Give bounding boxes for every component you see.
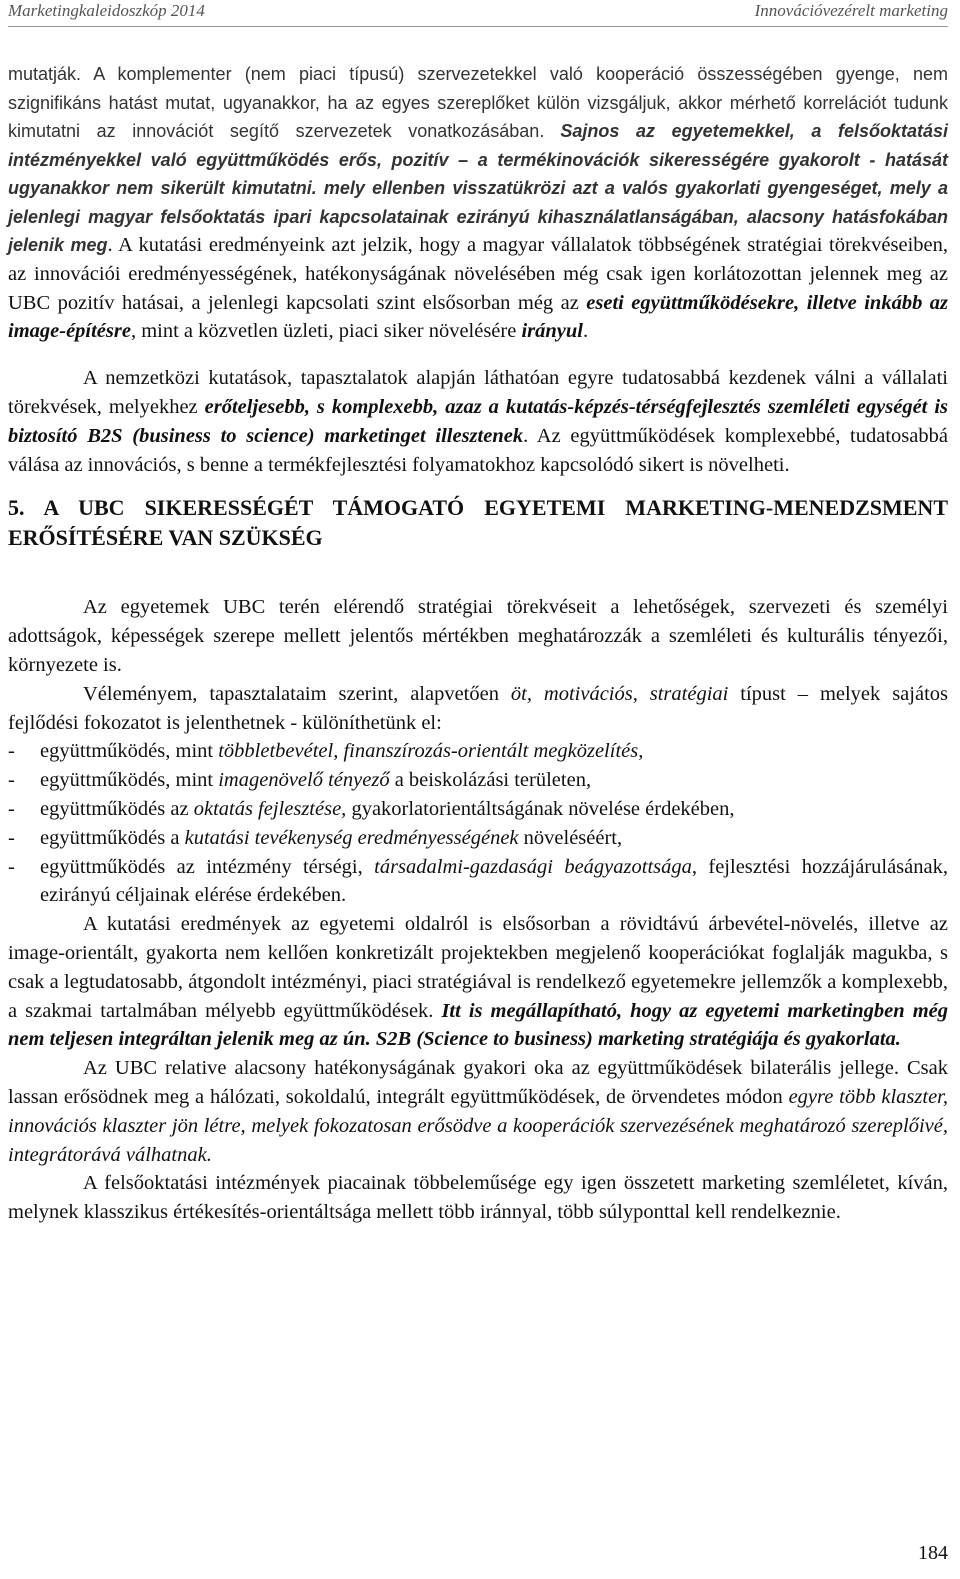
paragraph-2-emphasis: erőteljesebb, s komplexebb, azaz a kutatás-képzés-térségfejlesztés szemléleti egységét is biztosító B2S (business to science) marketinget illesztenek [8,395,948,447]
paragraph-7: A felsőoktatási intézmények piacainak többeleműsége egy igen összetett marketing szemléletet, kíván, melynek klasszikus értékesítés-orientáltsága mellett több iránnyal, több súlyponttal kell rendelkeznie. [8,1172,948,1224]
list-item-italic: többletbevétel, finanszírozás-orientált megközelítés, [218,740,644,763]
paragraph-4 [8,680,948,738]
bullet-dash: - [8,769,15,792]
list-item-end: növeléséért, [518,826,623,849]
paragraph-5-plain: A kutatási eredmények az egyetemi oldalról is elsősorban a rövidtávú árbevétel-növelés, illetve az image-orientált, gyakorta nem kellően konkretizált projektekben megjelenő kooperációkat foglalják magukba, s csak a legtudatosabb, átgondolt intézményi, piaci stratégiával is rendelkező egyetemekre jellemzők a komplexebb, a szakmai tartalmában mélyebb együttműködések. [8,913,948,1022]
paragraph-1-plain: mutatják. A komplementer (nem piaci típusú) szervezetekkel való kooperáció összességében gyenge, nem szignifikáns hatást mutat, ugyanakkor, ha az egyes szereplőket külön vizsgáljuk, akkor mérhető korrelációt tudunk kimutatni az innovációt segítő szervezetek vonatkozásában. [8,64,948,141]
paragraph-4-plain: Véleményem, tapasztalataim szerint, alapvetően [83,682,511,705]
header-left-title: Marketingkaleidoszkóp 2014 [8,1,205,20]
list-item-italic: kutatási tevékenység eredményességének [184,826,519,849]
list-item-text: együttműködés, mint [40,740,219,763]
list-item [8,795,948,824]
list-item-end: gyakorlatorientáltságának növelése érdekében, [346,797,735,820]
paragraph-2-plain: A nemzetközi kutatások, tapasztalatok alapján láthatóan egyre tudatosabbá kezdenek válni a vállalati törekvések, melyekhez [8,367,948,418]
list-item-italic: társadalmi-gazdasági beágyazottsága [374,855,692,878]
bullet-dash: - [8,740,15,763]
paragraph-1-continued: . A kutatási eredményeink azt jelzik, hogy a magyar vállalatok többségének stratégiai törekvéseiben, az innovációi eredményességének, hatékonyságának növelésében még csak igen korlátozottan jelennek meg az UBC pozitív hatásai, a jelenlegi kapcsolati szint elsősorban még az [8,234,949,314]
header-divider [8,26,948,27]
list-item-italic: imagenövelő tényező [218,769,390,792]
running-header [8,0,948,26]
bullet-dash: - [8,797,15,820]
header-right-title: Innovációvezérelt marketing [754,1,948,20]
list-item [8,824,948,853]
page-number: 184 [918,1542,948,1564]
paragraph-1-emphasis: Sajnos az egyetemekkel, a felsőoktatási intézményekkel való együttműködés erős, pozitív – a termékinovációk sikerességére gyakorolt - hatását ugyanakkor nem sikerült kimutatni. mely ellenben visszatükrözi azt a valós gyakorlati gyengeséget, mely a jelenlegi magyar felsőoktatás ipari kapcsolatainak ezirányú kihasználatlanságában, alacsony hatásfokában jelenik meg [8,121,948,255]
paragraph-1-emphasis-3: irányul [521,320,583,343]
list-item [8,853,948,911]
paragraph-5-emphasis: Itt is megállapítható, hogy az egyetemi marketingben még nem teljesen integráltan jelenik meg az ún. S2B (Science to business) marketing stratégiája és gyakorlata. [8,999,948,1051]
document-body [8,60,948,1227]
paragraph-6-italic: egyre több klaszter, innovációs klaszter jön létre, melyek fokozatosan erősödve a kooperációk szervezésének meghatározó szereplőivé, integrátorává válhatnak. [8,1085,949,1166]
paragraph-5 [8,910,948,1054]
paragraph-4-italic: öt, motivációs, stratégiai [510,682,729,705]
bullet-dash: - [8,826,15,849]
list-item-end: , fejlesztési hozzájárulásának, ezirányú céljainak elérése érdekében. [40,855,948,907]
list-item [8,766,948,795]
paragraph-2 [8,364,948,479]
list-item-italic: oktatás fejlesztése, [193,797,347,820]
bullet-list [8,737,948,910]
paragraph-1-end: . [583,320,589,343]
list-item-text: együttműködés a [40,826,185,849]
list-item-text: együttműködés az intézmény térségi, [40,855,375,878]
paragraph-2-end: . Az együttműködések komplexebbé, tudatosabbá válása az innovációs, s benne a termékfejlesztési folyamatokhoz kapcsolódó sikert is növelheti. [8,424,948,476]
paragraph-1-continued-2: , mint a közvetlen üzleti, piaci siker növelésére [130,320,522,343]
list-item [8,737,948,766]
list-item-text: együttműködés, mint [40,769,219,792]
paragraph-1-emphasis-2: eseti együttműködésekre, illetve inkább az image-építésre [8,291,949,343]
paragraph-6-plain: Az UBC relative alacsony hatékonyságának gyakori oka az együttműködések bilaterális jellege. Csak lassan erősödnek meg a hálózati, sokoldalú, integrált együttműködések, de örvendetes módon [8,1057,948,1108]
paragraph-1 [8,60,948,346]
paragraph-6 [8,1054,948,1169]
paragraph-4-end: típust – melyek sajátos fejlődési fokozatot is jelenthetnek - különíthetünk el: [8,682,948,734]
bullet-dash: - [8,855,15,878]
list-item-end: a beiskolázási területen, [389,769,592,792]
section-heading: 5. A UBC SIKERESSÉGÉT TÁMOGATÓ EGYETEMI MARKETING-MENEDZSMENT ERŐSÍTÉSÉRE VAN SZÜKSÉG [8,495,948,551]
list-item-text: együttműködés az [40,797,194,820]
paragraph-3: Az egyetemek UBC terén elérendő stratégiai törekvéseit a lehetőségek, szervezeti és személyi adottságok, képességek szerepe mellett jelentős mértékben meghatározzák a szemléleti és kulturális tényezői, környezete is. [8,596,948,676]
